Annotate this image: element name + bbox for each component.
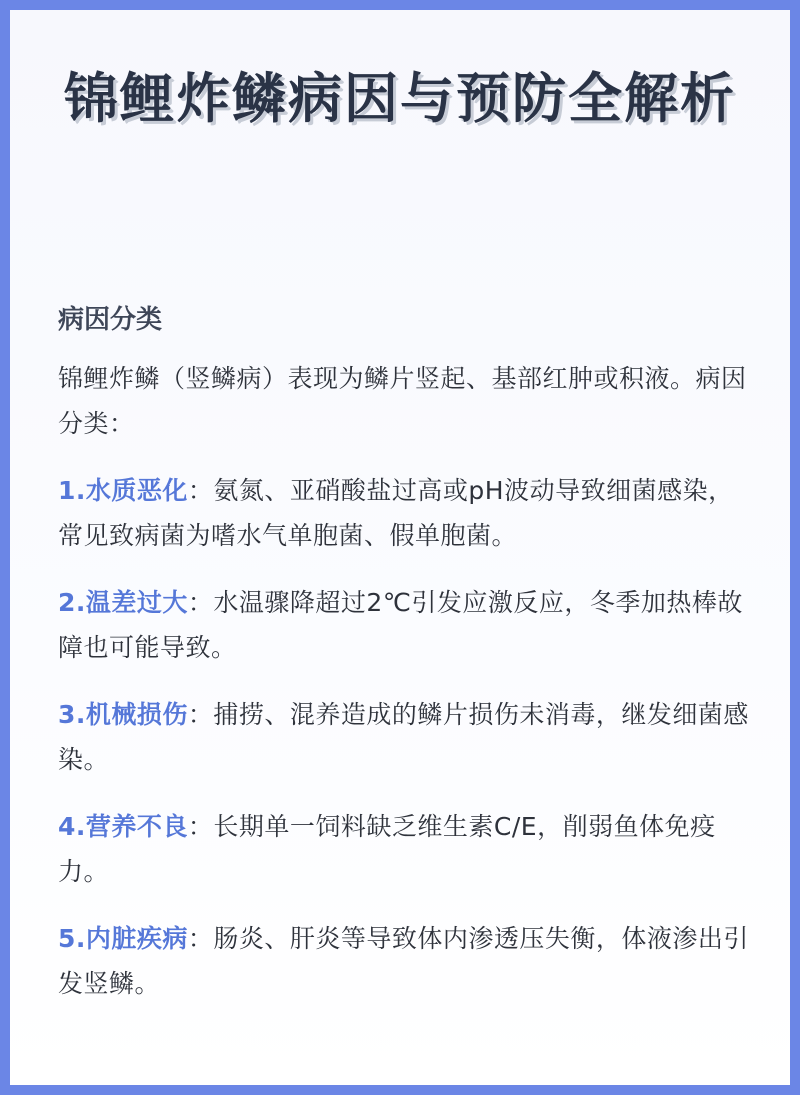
cause-item-text: 氨氮、亚硝酸盐过高或pH波动导致细菌感染，常见致病菌为嗜水气单胞菌、假单胞菌。 [58,476,734,550]
cause-item-title: 4.营养不良 [58,812,188,841]
section-heading: 病因分类 [58,305,163,335]
cause-item [58,692,758,782]
cause-item [58,916,758,1006]
cause-item-text: 水温骤降超过2℃引发应激反应，冬季加热棒故障也可能导致。 [58,588,743,662]
cause-item-separator: ： [187,700,214,729]
intro-paragraph: 锦鲤炸鳞（竖鳞病）表现为鳞片竖起、基部红肿或积液。病因分类： [58,364,747,438]
page-title: 锦鲤炸鳞病因与预防全解析 [64,67,736,130]
cause-item-separator: ： [187,588,214,617]
article-body [58,300,758,1028]
cause-item-separator: ： [187,476,214,505]
cause-item-separator: ： [187,812,214,841]
cause-item-text: 捕捞、混养造成的鳞片损伤未消毒，继发细菌感染。 [58,700,749,774]
cause-item-title: 3.机械损伤 [58,700,188,729]
cause-item-text: 肠炎、肝炎等导致体内渗透压失衡，体液渗出引发竖鳞。 [58,924,749,998]
article-card [10,10,790,1085]
cause-item [58,468,758,558]
cause-item-separator: ： [187,924,214,953]
cause-item [58,804,758,894]
cause-item-title: 2.温差过大 [58,588,188,617]
cause-item-title: 1.水质恶化 [58,476,188,505]
cause-item-title: 5.内脏疾病 [58,924,188,953]
cause-item [58,580,758,670]
cause-item-text: 长期单一饲料缺乏维生素C/E，削弱鱼体免疫力。 [58,812,716,886]
